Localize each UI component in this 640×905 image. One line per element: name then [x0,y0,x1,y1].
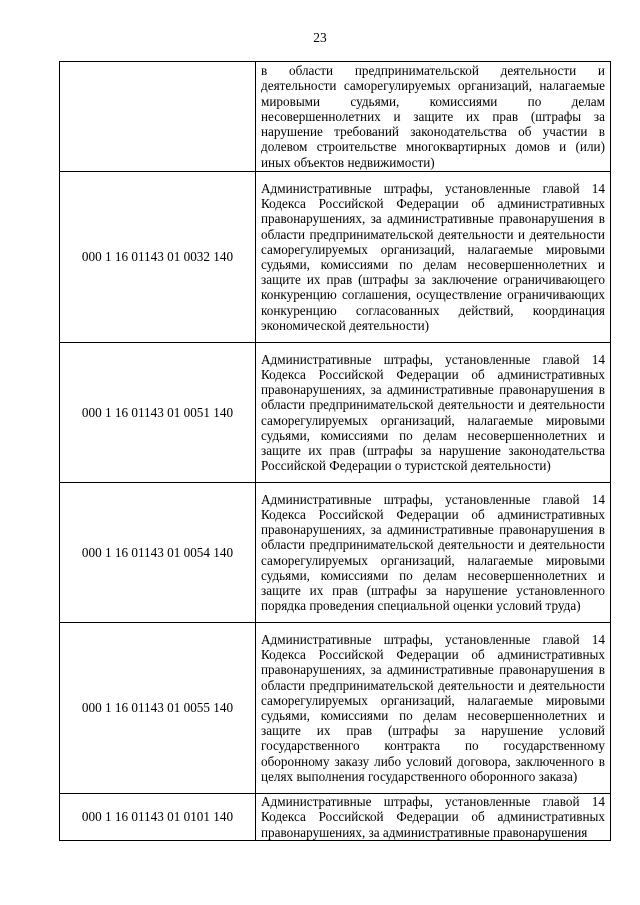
description-cell: Административные штрафы, установленные главой 14 Кодекса Российской Федерации об административных правонарушениях, за административные правонарушения [256,794,611,841]
table-row [60,172,611,343]
budget-code-table [59,61,611,841]
description-cell: Административные штрафы, установленные главой 14 Кодекса Российской Федерации об административных правонарушениях, за административные правонарушения в области предпринимательской деятельности и деятельности саморегулируемых организаций, налагаемые мировыми судьями, комиссиями по делам несовершеннолетних и защите их прав (штрафы за нарушение установленного порядка проведения специальной оценки условий труда) [256,483,611,623]
table-row [60,343,611,483]
description-cell: Административные штрафы, установленные главой 14 Кодекса Российской Федерации об административных правонарушениях, за административные правонарушения в области предпринимательской деятельности и деятельности саморегулируемых организаций, налагаемые мировыми судьями, комиссиями по делам несовершеннолетних и защите их прав (штрафы за нарушение условий государственного контракта по государственному оборонному заказу либо условий договора, заключенного в целях выполнения государственного оборонного заказа) [256,623,611,794]
code-cell: 000 1 16 01143 01 0032 140 [60,172,256,343]
code-cell: 000 1 16 01143 01 0054 140 [60,483,256,623]
code-cell [60,62,256,172]
code-cell: 000 1 16 01143 01 0051 140 [60,343,256,483]
code-cell: 000 1 16 01143 01 0055 140 [60,623,256,794]
description-cell: Административные штрафы, установленные главой 14 Кодекса Российской Федерации об административных правонарушениях, за административные правонарушения в области предпринимательской деятельности и деятельности саморегулируемых организаций, налагаемые мировыми судьями, комиссиями по делам несовершеннолетних и защите их прав (штрафы за нарушение законодательства Российской Федерации о туристской деятельности) [256,343,611,483]
table-row [60,794,611,841]
description-cell: в области предпринимательской деятельности и деятельности саморегулируемых организаций, налагаемые мировыми судьями, комиссиями по делам несовершеннолетних и защите их прав (штрафы за нарушение требований законодательства об участии в долевом строительстве многоквартирных домов и (или) иных объектов недвижимости) [256,62,611,172]
table-row [60,623,611,794]
page-number: 23 [313,30,327,45]
code-cell: 000 1 16 01143 01 0101 140 [60,794,256,841]
table-row [60,483,611,623]
table-row [60,62,611,172]
description-cell: Административные штрафы, установленные главой 14 Кодекса Российской Федерации об административных правонарушениях, за административные правонарушения в области предпринимательской деятельности и деятельности саморегулируемых организаций, налагаемые мировыми судьями, комиссиями по делам несовершеннолетних и защите их прав (штрафы за заключение ограничивающего конкуренцию соглашения, осуществление ограничивающих конкуренцию согласованных действий, координация экономической деятельности) [256,172,611,343]
